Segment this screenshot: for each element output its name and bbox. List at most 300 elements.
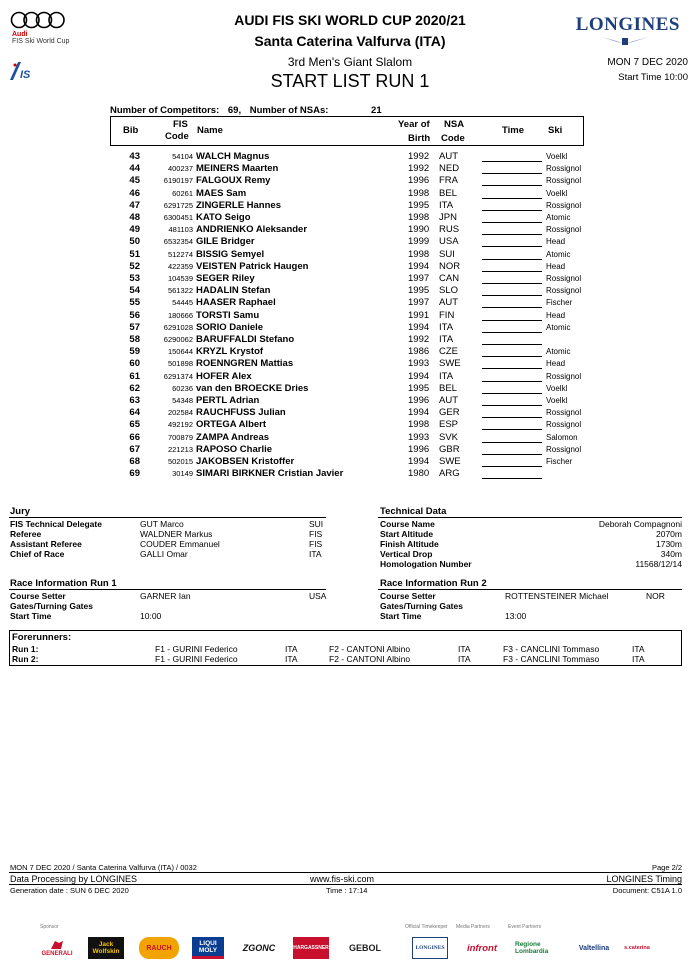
footer-race-ref: MON 7 DEC 2020 / Santa Caterina Valfurva (ITA) / 0032 [10, 863, 197, 872]
racer-year: 1994 [408, 407, 430, 419]
race-info-1-title: Race Information Run 1 [10, 578, 117, 589]
page-title-line2: Santa Caterina Valfurva (ITA) [254, 33, 446, 49]
footer-timing: LONGINES Timing [606, 874, 682, 884]
technical-divider [378, 517, 682, 518]
footer-divider-bottom [9, 884, 682, 885]
col-year-2: Birth [408, 133, 431, 144]
jury-nation: SUI [309, 519, 324, 529]
racer-year: 1996 [408, 395, 430, 406]
table-row [110, 407, 590, 419]
racer-name: BARUFFALDI Stefano [196, 334, 295, 345]
racer-nsa: SVK [439, 431, 459, 443]
racer-nsa: ESP [439, 419, 459, 431]
table-row [110, 151, 590, 163]
racer-fis-code: 6291028 [163, 322, 193, 332]
forerunner-3-nation: ITA [632, 644, 645, 654]
racer-year: 1990 [408, 224, 430, 236]
jury-nation: ITA [309, 549, 322, 559]
racer-ski: Salomon [546, 432, 578, 442]
ri1-start-label: Start Time [10, 611, 52, 621]
table-row [110, 419, 590, 431]
racer-ski: Atomic [546, 347, 571, 357]
racer-year: 1994 [408, 321, 430, 333]
racer-name: HADALIN Stefan [196, 285, 271, 297]
forerunner-1-nation: ITA [285, 654, 298, 664]
table-row [110, 395, 590, 407]
page-title-line1: AUDI FIS SKI WORLD CUP 2020/21 [234, 12, 466, 28]
racer-bib: 68 [129, 456, 140, 467]
racer-nsa: CZE [439, 346, 458, 358]
table-header [110, 116, 584, 146]
racer-time-blank [482, 271, 542, 272]
technical-value: 340m [660, 549, 682, 559]
racer-time-blank [482, 478, 542, 479]
racer-year: 1980 [408, 468, 430, 480]
racer-bib: 59 [129, 346, 140, 358]
start-time: Start Time 10:00 [618, 72, 688, 83]
racer-fis-code: 512274 [167, 249, 193, 259]
table-row [110, 236, 590, 248]
forerunner-2: F2 - CANTONI Albino [329, 654, 411, 664]
racer-name: ANDRIENKO Aleksander [196, 224, 308, 236]
racer-fis-code: 202584 [167, 408, 193, 418]
table-row [110, 285, 590, 297]
jury-name: GALLI Omar [140, 549, 188, 559]
racer-ski: Rossignol [546, 420, 582, 430]
racer-bib: 69 [129, 468, 140, 480]
racer-time-blank [482, 185, 542, 186]
ri1-setter-nation: USA [309, 591, 327, 601]
col-time: Time [502, 125, 525, 136]
technical-value: Deborah Compagnoni [598, 519, 682, 529]
racer-bib: 60 [129, 358, 140, 370]
racer-ski: Fischer [546, 457, 573, 466]
racer-time-blank [482, 393, 542, 394]
racer-time-blank [482, 368, 542, 369]
racer-bib: 44 [129, 163, 140, 175]
longines-sponsor-logo: LONGINES [412, 937, 448, 959]
racer-nsa: GER [439, 407, 460, 419]
forerunner-run-label: Run 2: [12, 654, 39, 664]
racer-bib: 58 [129, 334, 140, 345]
technical-title: Technical Data [380, 506, 447, 517]
racer-ski: Rossignol [546, 371, 582, 381]
racer-year: 1994 [408, 456, 430, 467]
forerunners-title: Forerunners: [12, 632, 72, 643]
racer-ski: Rossignol [546, 164, 582, 174]
racer-time-blank [482, 283, 542, 284]
col-fis-code-1: FIS [173, 119, 188, 130]
footer-document: Document: C51A 1.0 [612, 886, 682, 895]
forerunner-2: F2 - CANTONI Albino [329, 644, 411, 654]
jury-name: COUDER Emmanuel [140, 539, 220, 549]
racer-time-blank [482, 332, 542, 333]
racer-time-blank [482, 259, 542, 260]
competitors-value: 69, [227, 105, 242, 116]
zgonc-logo: ZGONC [242, 943, 276, 953]
technical-label: Start Altitude [380, 529, 434, 539]
racer-time-blank [482, 173, 542, 174]
racer-bib: 62 [129, 382, 140, 394]
ri2-start-value: 13:00 [505, 611, 527, 621]
racer-nsa: AUT [439, 297, 458, 309]
table-row [110, 334, 590, 346]
racer-year: 1998 [408, 187, 430, 199]
racer-year: 1998 [408, 248, 430, 260]
racer-fis-code: 561322 [167, 286, 193, 296]
racer-ski: Voelkl [546, 396, 568, 405]
racer-ski: Atomic [546, 213, 571, 222]
table-row [110, 261, 590, 273]
event-label: Event Partners [508, 924, 542, 930]
footer-website[interactable]: www.fis-ski.com [310, 874, 375, 884]
infront-logo: infront [466, 942, 498, 954]
racer-year: 1997 [408, 297, 430, 309]
racer-nsa: SLO [439, 285, 459, 297]
table-row [110, 310, 590, 322]
racer-fis-code: 221213 [167, 444, 193, 454]
media-label: Media Partners [456, 924, 490, 930]
rauch-logo: RAUCH [139, 937, 179, 959]
racer-nsa: GBR [439, 443, 460, 455]
racer-fis-code: 400237 [167, 164, 193, 174]
forerunner-run-label: Run 1: [12, 644, 39, 654]
racer-year: 1992 [408, 334, 430, 345]
table-row [110, 432, 590, 444]
racer-name: ORTEGA Albert [196, 419, 267, 431]
ri1-start-value: 10:00 [140, 611, 162, 621]
racer-time-blank [482, 356, 542, 357]
col-fis-code-2: Code [165, 131, 189, 142]
racer-bib: 50 [129, 236, 140, 248]
nsas-label: Number of NSAs: [249, 105, 329, 116]
racer-nsa: ARG [439, 468, 460, 480]
nsas-value: 21 [371, 105, 382, 116]
racer-ski: Rossignol [546, 408, 582, 418]
race-info-1-divider [9, 589, 326, 590]
racer-bib: 63 [129, 395, 140, 406]
racer-year: 1996 [408, 175, 430, 187]
racer-time-blank [482, 442, 542, 443]
jury-nation: FIS [309, 529, 323, 539]
racer-fis-code: 6290062 [163, 335, 193, 344]
table-row [110, 444, 590, 456]
racer-ski: Head [546, 359, 566, 369]
col-nsa-1: NSA [444, 119, 465, 130]
competitors-summary [110, 105, 382, 116]
table-row [110, 322, 590, 334]
table-row [110, 358, 590, 370]
race-info-2-title: Race Information Run 2 [380, 578, 487, 589]
racer-bib: 48 [129, 212, 140, 223]
technical-label: Vertical Drop [380, 549, 433, 559]
racer-name: ZAMPA Andreas [196, 431, 270, 443]
gebol-logo: GEBOL [348, 943, 381, 953]
technical-label: Course Name [380, 519, 435, 529]
racer-time-blank [482, 246, 542, 247]
racer-time-blank [482, 161, 542, 162]
racer-year: 1991 [408, 309, 430, 321]
ri2-setter-label: Course Setter [380, 591, 436, 601]
valtellina-logo: Valtellina [578, 944, 610, 952]
racer-fis-code: 54445 [172, 298, 193, 308]
ri2-setter-name: ROTTENSTEINER Michael [505, 591, 609, 601]
racer-fis-code: 502015 [167, 457, 193, 466]
racer-name: MAES Sam [196, 187, 247, 199]
racer-name: van den BROECKE Dries [196, 382, 309, 394]
table-row [110, 175, 590, 187]
racer-nsa: ITA [439, 199, 454, 211]
col-nsa-2: Code [441, 133, 465, 144]
forerunner-1: F1 - GURINI Federico [155, 654, 238, 664]
racer-name: VEISTEN Patrick Haugen [196, 260, 309, 272]
ri2-start-label: Start Time [380, 611, 422, 621]
racer-bib: 67 [129, 443, 140, 455]
racer-year: 1998 [408, 419, 430, 431]
liqui-moly-logo: LIQUI MOLY [192, 937, 224, 959]
svg-text:IS: IS [20, 69, 31, 81]
racer-year: 1995 [408, 285, 430, 297]
racer-year: 1986 [408, 346, 430, 358]
racer-fis-code: 422359 [167, 261, 193, 271]
competitors-label: Number of Competitors: [110, 105, 220, 116]
racer-name: HAASER Raphael [196, 297, 276, 309]
racer-year: 1992 [408, 151, 430, 162]
racer-name: SEGER Riley [196, 273, 255, 284]
racer-nsa: SWE [439, 358, 461, 370]
racer-fis-code: 6291725 [163, 200, 193, 210]
racer-ski: Head [546, 261, 566, 271]
jury-nation: FIS [309, 539, 323, 549]
racer-bib: 45 [129, 175, 140, 187]
racer-nsa: AUT [439, 395, 458, 406]
racer-time-blank [482, 405, 542, 406]
longines-logo: LONGINES [575, 14, 680, 35]
racer-bib: 65 [129, 419, 140, 431]
racer-year: 1992 [408, 163, 430, 175]
racer-nsa: ITA [439, 370, 454, 382]
racer-time-blank [482, 466, 542, 467]
racer-year: 1993 [408, 431, 430, 443]
technical-label: Finish Altitude [380, 539, 439, 549]
racer-name: KRYZL Krystof [196, 346, 264, 358]
racer-name: GILE Bridger [196, 236, 255, 248]
event-name: 3rd Men's Giant Slalom [287, 55, 413, 69]
racer-fis-code: 180666 [167, 310, 193, 320]
racer-name: RAUCHFUSS Julian [196, 407, 286, 419]
racer-year: 1998 [408, 212, 430, 223]
racer-nsa: ITA [439, 334, 454, 345]
hargassner-logo: HARGASSNER [293, 937, 329, 959]
racer-ski: Rossignol [546, 176, 582, 186]
racer-name: PERTL Adrian [196, 395, 260, 406]
ri1-setter-name: GARNER Ian [140, 591, 191, 601]
racer-nsa: SWE [439, 456, 461, 467]
racer-time-blank [482, 234, 542, 235]
racer-name: MEINERS Maarten [196, 163, 279, 175]
racer-nsa: AUT [439, 151, 458, 162]
racer-name: BISSIG Semyel [196, 248, 265, 260]
jury-title: Jury [10, 506, 31, 517]
table-row [110, 371, 590, 383]
racer-fis-code: 6532354 [163, 237, 193, 247]
table-row [110, 468, 590, 480]
racer-time-blank [482, 198, 542, 199]
racer-nsa: USA [439, 236, 459, 248]
racer-bib: 54 [129, 285, 140, 297]
racer-fis-code: 700879 [167, 432, 193, 442]
racer-year: 1993 [408, 358, 430, 370]
forerunner-1: F1 - GURINI Federico [155, 644, 238, 654]
racer-bib: 46 [129, 187, 140, 199]
racer-year: 1994 [408, 370, 430, 382]
racer-nsa: RUS [439, 224, 460, 236]
racer-ski: Rossignol [546, 225, 582, 235]
forerunner-1-nation: ITA [285, 644, 298, 654]
racer-name: KATO Seigo [196, 212, 251, 223]
racer-ski: Head [546, 237, 566, 247]
col-year-1: Year of [398, 119, 430, 130]
racer-fis-code: 60236 [172, 383, 193, 393]
forerunner-3-nation: ITA [632, 654, 645, 664]
technical-value: 11568/12/14 [635, 559, 682, 569]
longines-wings-icon [595, 34, 655, 46]
ri1-setter-label: Course Setter [10, 591, 66, 601]
racer-time-blank [482, 454, 542, 455]
racer-time-blank [482, 429, 542, 430]
racer-nsa: NED [439, 163, 460, 175]
racer-bib: 55 [129, 297, 140, 309]
racer-nsa: JPN [439, 212, 457, 223]
racer-time-blank [482, 295, 542, 296]
race-info-2-divider [378, 589, 682, 590]
racer-bib: 49 [129, 224, 140, 236]
racer-name: ZINGERLE Hannes [196, 199, 281, 211]
racer-fis-code: 6190197 [163, 176, 193, 186]
racer-fis-code: 481103 [168, 225, 193, 235]
racer-ski: Rossignol [546, 274, 582, 283]
racer-year: 1995 [408, 382, 430, 394]
racer-year: 1997 [408, 273, 430, 284]
racer-fis-code: 60261 [172, 188, 193, 198]
table-row [110, 163, 590, 175]
racer-time-blank [482, 210, 542, 211]
racer-year: 1994 [408, 260, 430, 272]
racer-ski: Atomic [546, 249, 571, 259]
jury-role: Referee [10, 529, 42, 539]
racer-bib: 61 [129, 370, 140, 382]
racer-ski: Rossignol [546, 200, 582, 210]
sponsor-label: Sponsor [40, 924, 59, 930]
jury-role: FIS Technical Delegate [10, 519, 102, 529]
racer-year: 1996 [408, 443, 430, 455]
racer-ski: Fischer [546, 298, 573, 308]
list-title: START LIST RUN 1 [270, 71, 430, 91]
racer-ski: Atomic [546, 322, 571, 332]
racer-name: JAKOBSEN Kristoffer [196, 456, 295, 467]
table-row [110, 383, 590, 395]
racer-bib: 66 [129, 431, 140, 443]
racer-ski: Head [546, 310, 566, 320]
racer-fis-code: 54104 [172, 152, 193, 161]
table-row [110, 200, 590, 212]
audi-subtitle: FIS Ski World Cup [12, 38, 70, 45]
forerunner-2-nation: ITA [458, 644, 471, 654]
racer-ski: Voelkl [546, 152, 568, 161]
ri2-gates-label: Gates/Turning Gates [380, 601, 463, 611]
table-row [110, 188, 590, 200]
racer-bib: 51 [129, 248, 140, 260]
table-row [110, 224, 590, 236]
table-row [110, 346, 590, 358]
jury-name: GUT Marco [140, 519, 184, 529]
racer-nsa: CAN [439, 273, 460, 284]
footer-generation: Generation date : SUN 6 DEC 2020 [10, 886, 129, 895]
racer-bib: 56 [129, 309, 140, 321]
jack-wolfskin-logo: Jack Wolfskin [88, 937, 124, 959]
racer-fis-code: 6300451 [163, 213, 193, 222]
ri1-gates-label: Gates/Turning Gates [10, 601, 93, 611]
racer-bib: 57 [129, 321, 140, 333]
racer-nsa: BEL [439, 382, 457, 394]
racer-fis-code: 492192 [167, 420, 193, 430]
footer-time: Time : 17:14 [326, 886, 368, 895]
racer-ski: Rossignol [546, 286, 582, 296]
lion-icon [49, 939, 65, 951]
racer-ski: Rossignol [546, 444, 582, 454]
racer-nsa: BEL [439, 187, 457, 199]
racer-name: HOFER Alex [196, 370, 252, 382]
racer-name: SORIO Daniele [196, 321, 264, 333]
racer-fis-code: 104539 [167, 274, 193, 283]
racer-name: RAPOSO Charlie [196, 443, 273, 455]
racer-fis-code: 6291374 [163, 371, 193, 381]
racer-time-blank [482, 222, 542, 223]
racer-bib: 52 [129, 260, 140, 272]
footer-divider-top [9, 872, 682, 873]
forerunner-3: F3 - CANCLINI Tommaso [503, 644, 600, 654]
racer-fis-code: 30149 [172, 469, 193, 479]
racer-year: 1995 [408, 199, 430, 211]
timekeeper-label: Official Timekeeper [405, 924, 448, 930]
racer-nsa: ITA [439, 321, 454, 333]
racer-name: ROENNGREN Mattias [196, 358, 294, 370]
regione-lombardia-logo: Regione Lombardia [515, 941, 549, 955]
jury-divider [9, 517, 326, 518]
racer-name: TORSTI Samu [196, 309, 260, 321]
santa-caterina-logo: s.caterina [624, 945, 650, 951]
racer-fis-code: 54348 [172, 396, 193, 405]
footer-processing: Data Processing by LONGINES [10, 874, 138, 884]
racer-fis-code: 501898 [167, 359, 193, 369]
racer-time-blank [482, 344, 542, 345]
footer-page: Page 2/2 [651, 863, 682, 872]
technical-value: 1730m [656, 539, 682, 549]
forerunner-3: F3 - CANCLINI Tommaso [503, 654, 600, 664]
racer-year: 1999 [408, 236, 430, 248]
technical-label: Homologation Number [380, 559, 472, 569]
racer-nsa: SUI [439, 248, 455, 260]
racer-nsa: FRA [439, 175, 458, 187]
forerunner-2-nation: ITA [458, 654, 471, 664]
jury-role: Chief of Race [10, 549, 65, 559]
table-row [110, 249, 590, 261]
racer-name: FALGOUX Remy [196, 175, 271, 187]
table-row [110, 212, 590, 224]
racer-fis-code: 150644 [167, 347, 193, 357]
racer-time-blank [482, 307, 542, 308]
racer-time-blank [482, 381, 542, 382]
